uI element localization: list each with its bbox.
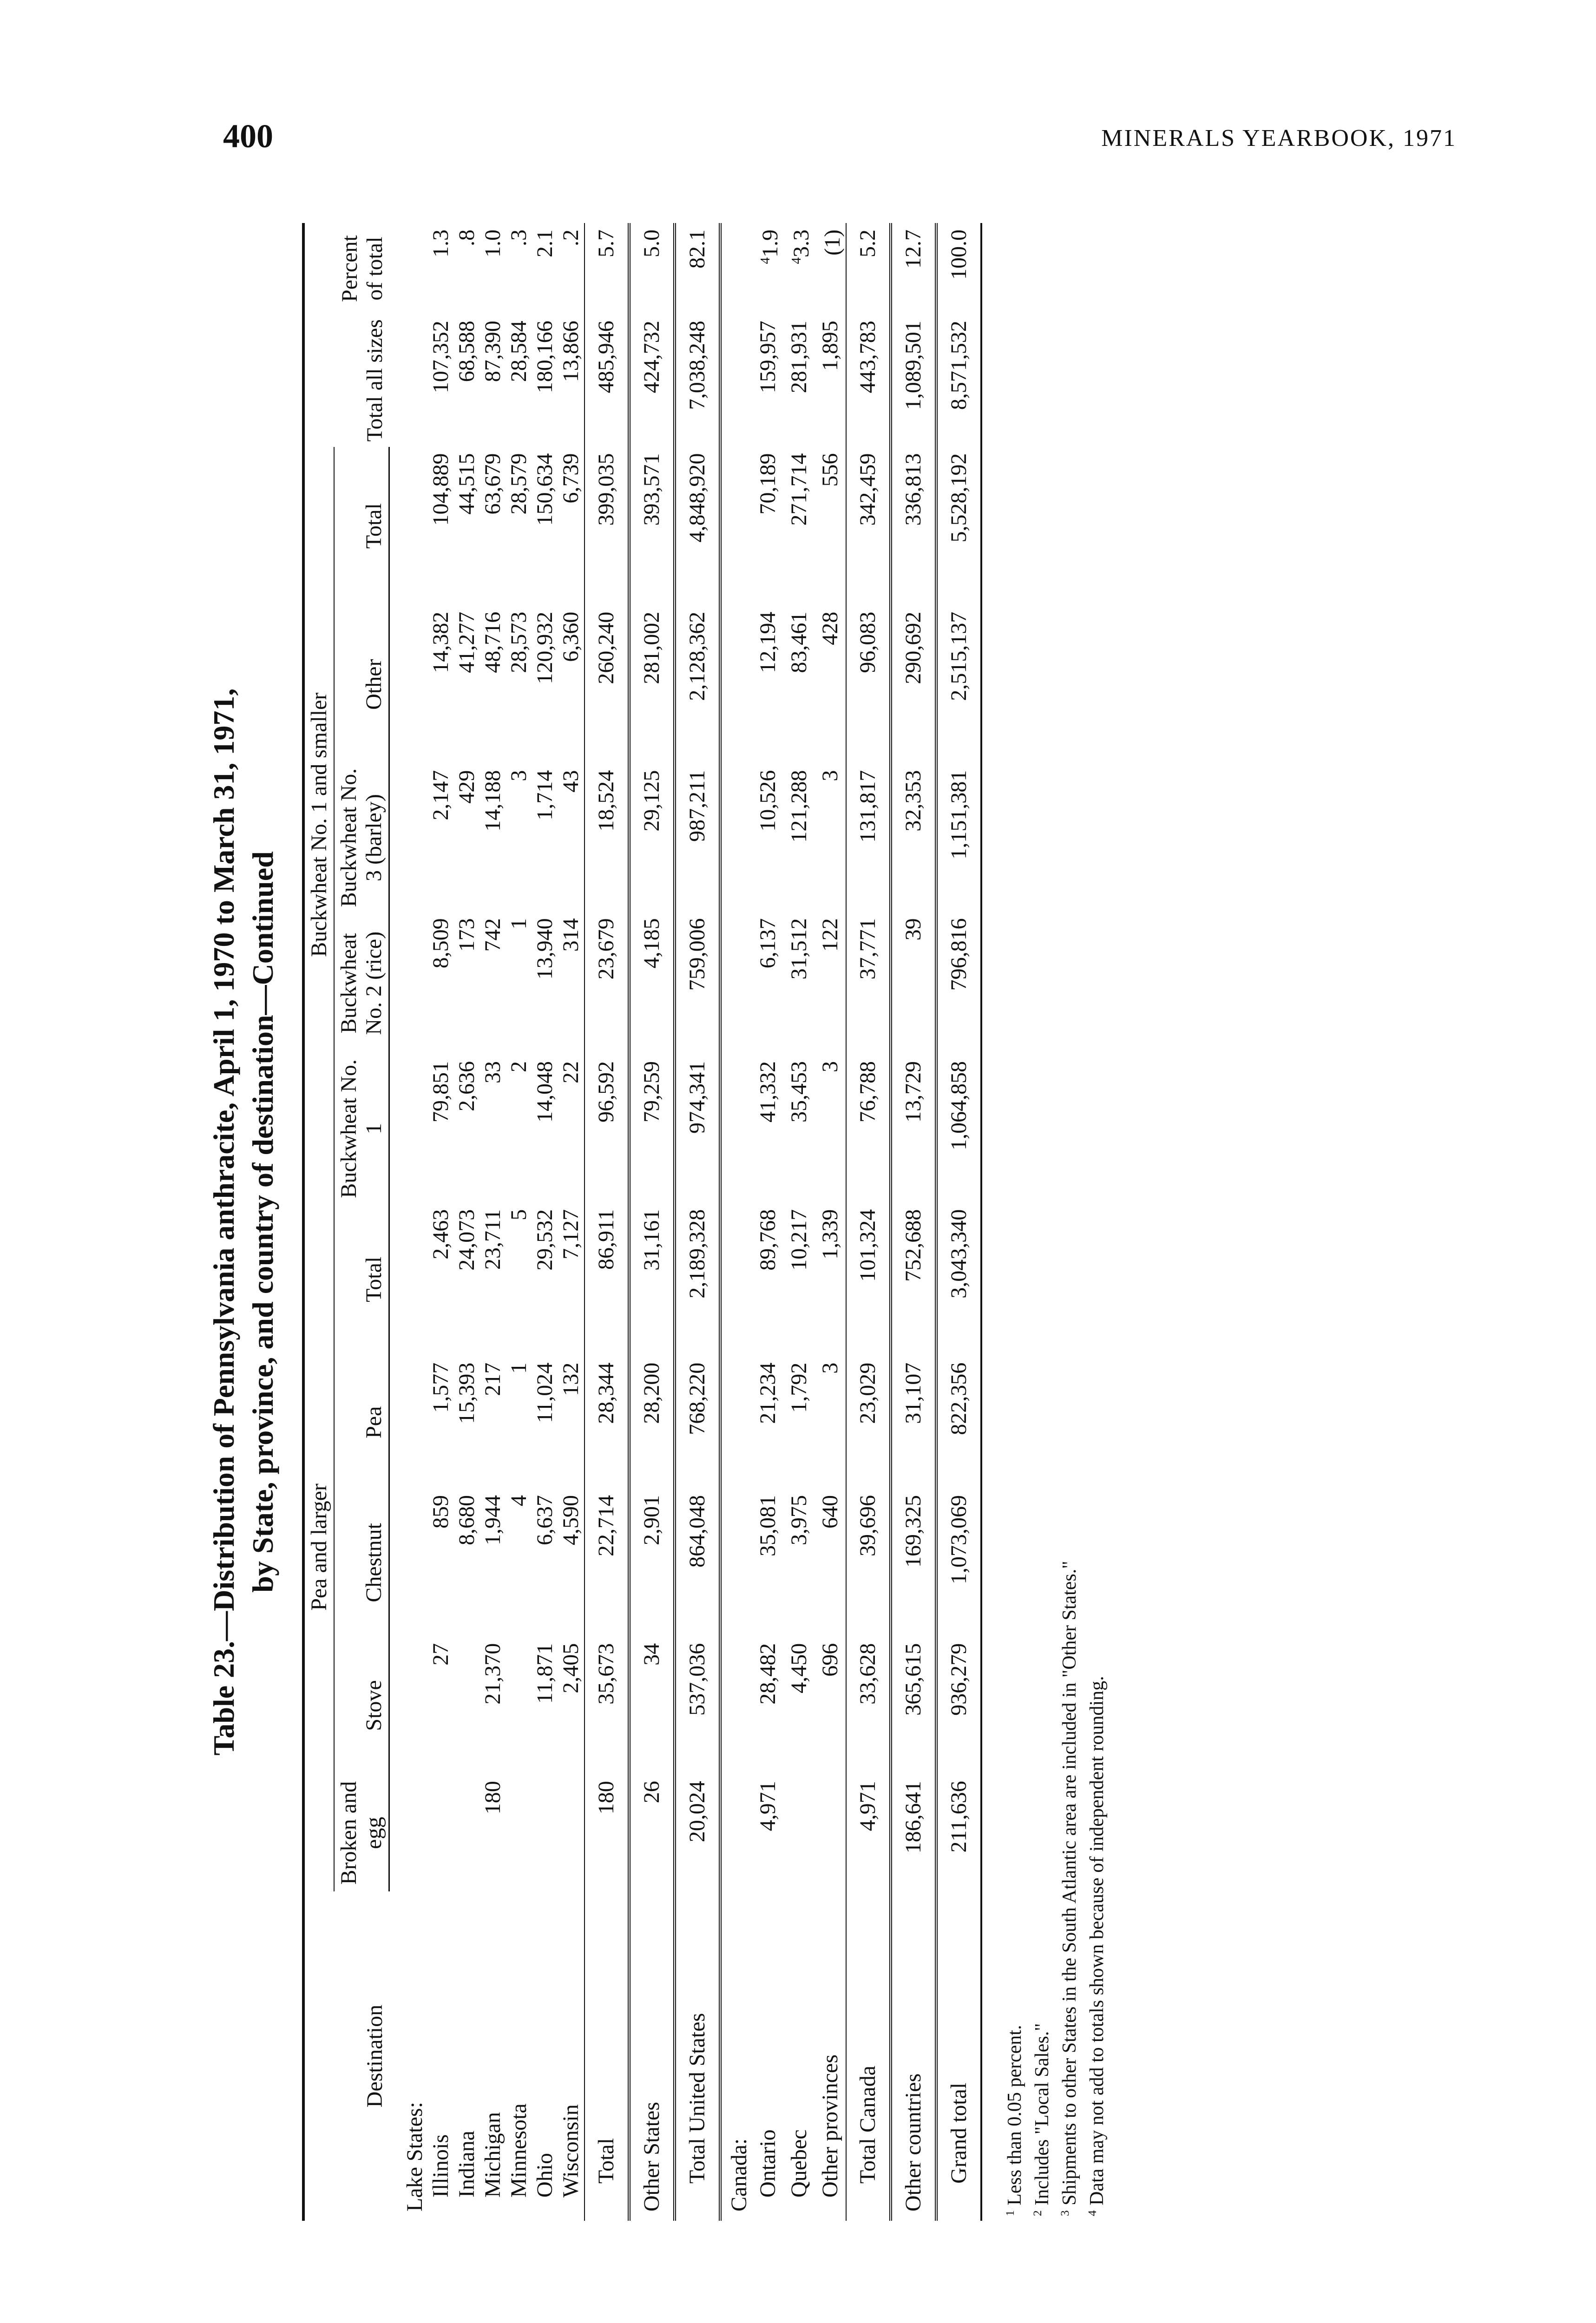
section-canada: Canada: — [720, 223, 752, 2221]
col-stove: Stove — [334, 1637, 389, 1774]
row-label: Indiana — [454, 2131, 479, 2198]
col-broken-egg: Broken and egg — [334, 1774, 389, 1891]
page-number: 400 — [223, 118, 273, 155]
running-head: MINERALS YEARBOOK, 1971 — [1101, 125, 1457, 151]
table-row: Illinois 27 859 1,577 2,463 79,851 8,509 2,147 14,382 104,889 107,352 1.3 — [428, 223, 454, 2221]
footnote: $^4$ Data may not add to totals shown because of independent rounding. — [1086, 1676, 1108, 2216]
col-destination: Destination — [303, 1891, 389, 2221]
col-buckwheat-3: Buckwheat No. 3 (barley) — [334, 764, 389, 912]
group-buckwheat-smaller: Buckwheat No. 1 and smaller — [303, 447, 334, 1203]
row-label: Ohio — [532, 2153, 557, 2198]
row-label: Illinois — [428, 2134, 453, 2198]
footnote: $^1$ Less than 0.05 percent. — [1004, 2025, 1025, 2216]
table-row: Michigan 180 21,370 1,944 217 23,711 33 742 14,188 48,716 63,679 87,390 1.0 — [480, 223, 506, 2221]
table-row: Ontario 4,971 28,482 35,081 21,234 89,768 41,332 6,137 10,526 12,194 70,189 159,957 $^4$1.9 — [752, 223, 783, 2221]
row-label: Total — [585, 1891, 629, 2221]
col-buckwheat-2: Buckwheat No. 2 (rice) — [334, 912, 389, 1055]
other-countries-row: Other countries 186,641 365,615 169,325 31,107 752,688 13,729 39 32,353 290,692 336,813 1,089,501 12.7 — [891, 223, 936, 2221]
table-row: Wisconsin 2,405 4,590 132 7,127 22 314 43 6,360 6,739 13,866 .2 — [558, 223, 585, 2221]
total-united-states-row: Total United States 20,024 537,036 864,048 768,220 2,189,328 974,341 759,006 987,211 2,128,362 4,848,920 7,038,248 82.1 — [675, 223, 720, 2221]
row-label: Minnesota — [506, 2103, 531, 2198]
table-row: Quebec 4,450 3,975 1,792 10,217 35,453 31,512 121,288 83,461 271,714 281,931 $^4$3.3 — [783, 223, 814, 2221]
table-row: Indiana 8,680 15,393 24,073 2,636 173 429 41,277 44,515 68,588 .8 — [454, 223, 480, 2221]
grand-total-row: Grand total 211,636 936,279 1,073,069 822,356 3,043,340 1,064,858 796,816 1,151,381 2,515,137 5,528,192 8,571,532 100.0 — [936, 223, 981, 2221]
col-total-all-sizes: Total all sizes — [303, 314, 389, 446]
rotated-table-block — [153, 200, 1108, 2244]
row-label: Michigan — [480, 2112, 505, 2198]
footnote: $^2$ Includes "Local Sales." — [1031, 2023, 1053, 2216]
col-pea-total: Total — [334, 1203, 389, 1356]
row-label: Ontario — [755, 2129, 780, 2198]
row-label: Other States — [629, 1891, 675, 2221]
row-label: Total United States — [675, 1891, 720, 2221]
row-label: Quebec — [786, 2129, 811, 2198]
section-lake-states: Lake States: — [402, 2102, 427, 2211]
group-pea-and-larger: Pea and larger — [303, 1203, 334, 1891]
total-lake-states-row: Total 180 35,673 22,714 28,344 86,911 96,592 23,679 18,524 260,240 399,035 485,946 5.7 — [585, 223, 629, 2221]
anthracite-distribution-table — [302, 223, 982, 2221]
col-pea: Pea — [334, 1356, 389, 1489]
row-label: Wisconsin — [558, 2104, 583, 2198]
footnote: $^3$ Shipments to other States in the South Atlantic area are included in "Other States." — [1059, 1561, 1080, 2216]
col-other: Other — [334, 605, 389, 764]
table-title — [204, 200, 282, 2244]
table-row: Other provinces 696 640 3 1,339 3 122 3 428 556 1,895 (1) — [814, 223, 846, 2221]
other-states-row: Other States 26 34 2,901 28,200 31,161 79,259 4,185 29,125 281,002 393,571 424,732 5.0 — [629, 223, 675, 2221]
table-row: Ohio 11,871 6,637 11,024 29,532 14,048 13,940 1,714 120,932 150,634 180,166 2.1 — [532, 223, 558, 2221]
row-label: Other provinces — [817, 2054, 842, 2198]
row-label: Total Canada — [846, 1891, 891, 2221]
total-canada-row: Total Canada 4,971 33,628 39,696 23,029 101,324 76,788 37,771 131,817 96,083 342,459 443,783 5.2 — [846, 223, 891, 2221]
table-title-line-2: by State, province, and country of destination—Continued — [246, 851, 279, 1593]
footnotes — [999, 218, 1109, 2216]
col-percent: Percent of total — [303, 223, 389, 314]
col-chestnut: Chestnut — [334, 1489, 389, 1637]
table-title-line-1: Table 23.—Distribution of Pennsylvania anthracite, April 1, 1970 to March 31, 1971, — [207, 688, 240, 1756]
row-label: Other countries — [891, 1891, 936, 2221]
row-label: Grand total — [936, 1891, 981, 2221]
table-row: Minnesota 4 1 5 2 1 3 28,573 28,579 28,584 .3 — [506, 223, 532, 2221]
col-buckwheat-1: Buckwheat No. 1 — [334, 1055, 389, 1203]
col-buck-total: Total — [334, 447, 389, 605]
